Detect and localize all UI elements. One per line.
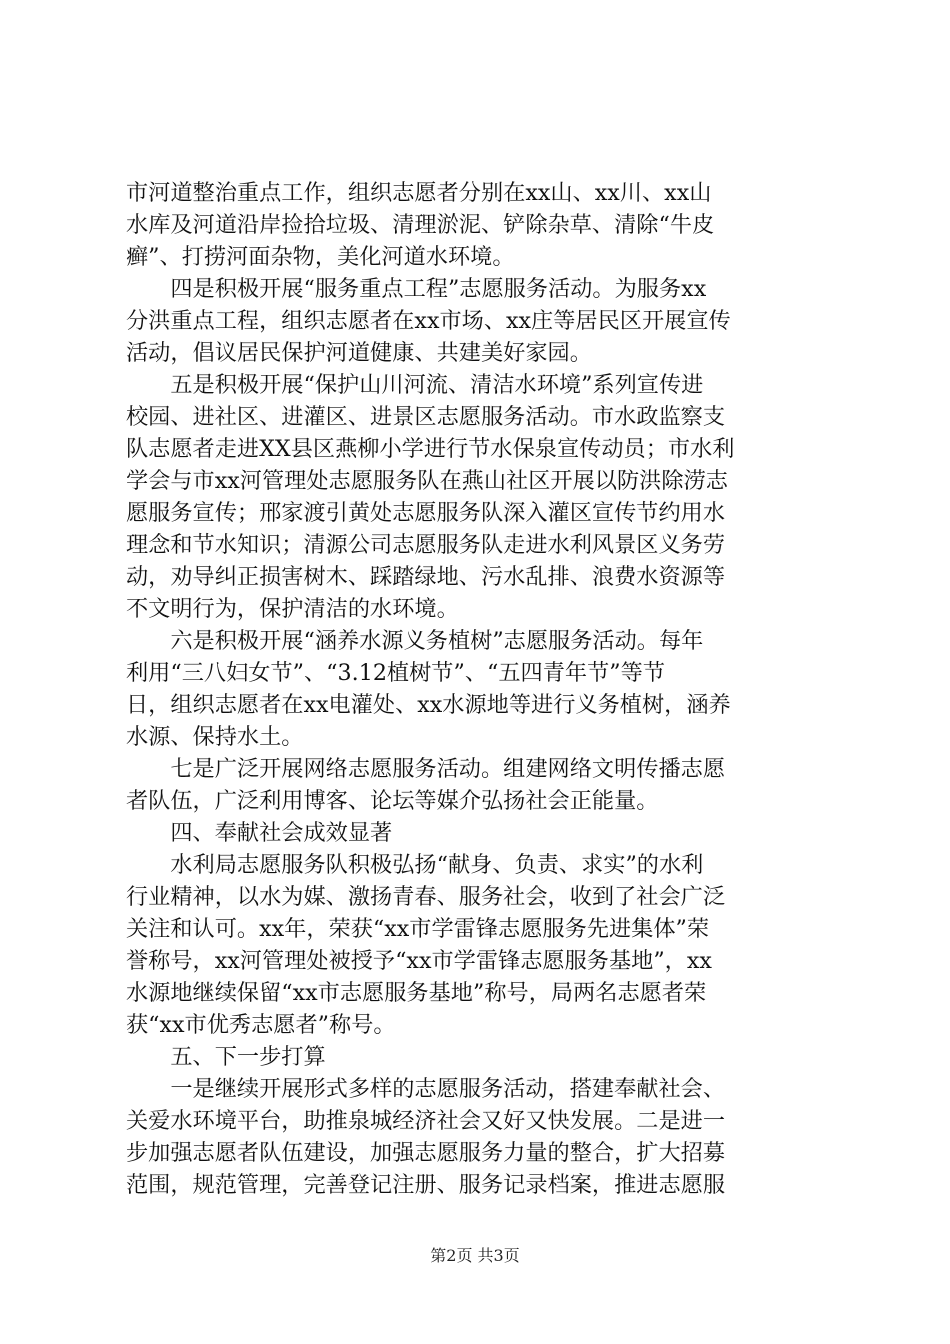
text-line: 队志愿者走进XX县区燕柳小学进行节水保泉宣传动员；市水利 — [126, 436, 735, 462]
text-line: 步加强志愿者队伍建设，加强志愿服务力量的整合，扩大招募 — [126, 1140, 726, 1166]
text-line: 水源地继续保留“xx市志愿服务基地”称号，局两名志愿者荣 — [126, 980, 707, 1006]
text-line: 愿服务宣传；邢家渡引黄处志愿服务队深入灌区宣传节约用水 — [126, 500, 726, 526]
document-body — [126, 177, 838, 1201]
page-footer — [0, 1244, 950, 1268]
text-line: 不文明行为，保护清洁的水环境。 — [126, 596, 459, 622]
text-line: 关爱水环境平台，助推泉城经济社会又好又快发展。二是进一 — [126, 1108, 726, 1134]
text-line: 利用“三八妇女节”、“3.12植树节”、“五四青年节”等节 — [126, 660, 666, 686]
text-line: 七是广泛开展网络志愿服务活动。组建网络文明传播志愿 — [126, 756, 726, 782]
text-line: 行业精神，以水为媒、激扬青春、服务社会，收到了社会广泛 — [126, 884, 726, 910]
text-line: 水源、保持水土。 — [126, 724, 304, 750]
text-line: 四是积极开展“服务重点工程”志愿服务活动。为服务xx — [126, 276, 707, 302]
text-line: 癣”、打捞河面杂物，美化河道水环境。 — [126, 244, 515, 270]
text-line: 学会与市xx河管理处志愿服务队在燕山社区开展以防洪除涝志 — [126, 468, 728, 494]
text-line: 校园、进社区、进灌区、进景区志愿服务活动。市水政监察支 — [126, 404, 726, 430]
page-number-label: 第2页 共3页 — [430, 1246, 520, 1265]
text-line: 水库及河道沿岸捡拾垃圾、清理淤泥、铲除杂草、清除“牛皮 — [126, 212, 715, 238]
text-line: 水利局志愿服务队积极弘扬“献身、负责、求实”的水利 — [126, 852, 704, 878]
text-line: 获“xx市优秀志愿者”称号。 — [126, 1012, 396, 1038]
text-line: 范围，规范管理，完善登记注册、服务记录档案，推进志愿服 — [126, 1172, 726, 1198]
text-line: 六是积极开展“涵养水源义务植树”志愿服务活动。每年 — [126, 628, 704, 654]
text-line: 动，劝导纠正损害树木、踩踏绿地、污水乱排、浪费水资源等 — [126, 564, 726, 590]
text-line: 市河道整治重点工作，组织志愿者分别在xx山、xx川、xx山 — [126, 180, 712, 206]
section-heading: 四、奉献社会成效显著 — [126, 820, 393, 846]
text-line: 一是继续开展形式多样的志愿服务活动，搭建奉献社会、 — [126, 1076, 726, 1102]
text-line: 分洪重点工程，组织志愿者在xx市场、xx庄等居民区开展宣传 — [126, 308, 731, 334]
section-heading: 五、下一步打算 — [126, 1044, 326, 1070]
text-line: 誉称号，xx河管理处被授予“xx市学雷锋志愿服务基地”，xx — [126, 948, 712, 974]
text-line: 者队伍，广泛利用博客、论坛等媒介弘扬社会正能量。 — [126, 788, 659, 814]
text-line: 五是积极开展“保护山川河流、清洁水环境”系列宣传进 — [126, 372, 704, 398]
text-line: 活动，倡议居民保护河道健康、共建美好家园。 — [126, 340, 592, 366]
text-line: 日，组织志愿者在xx电灌处、xx水源地等进行义务植树，涵养 — [126, 692, 731, 718]
text-line: 理念和节水知识；清源公司志愿服务队走进水利风景区义务劳 — [126, 532, 726, 558]
text-line: 关注和认可。xx年，荣获“xx市学雷锋志愿服务先进集体”荣 — [126, 916, 710, 942]
